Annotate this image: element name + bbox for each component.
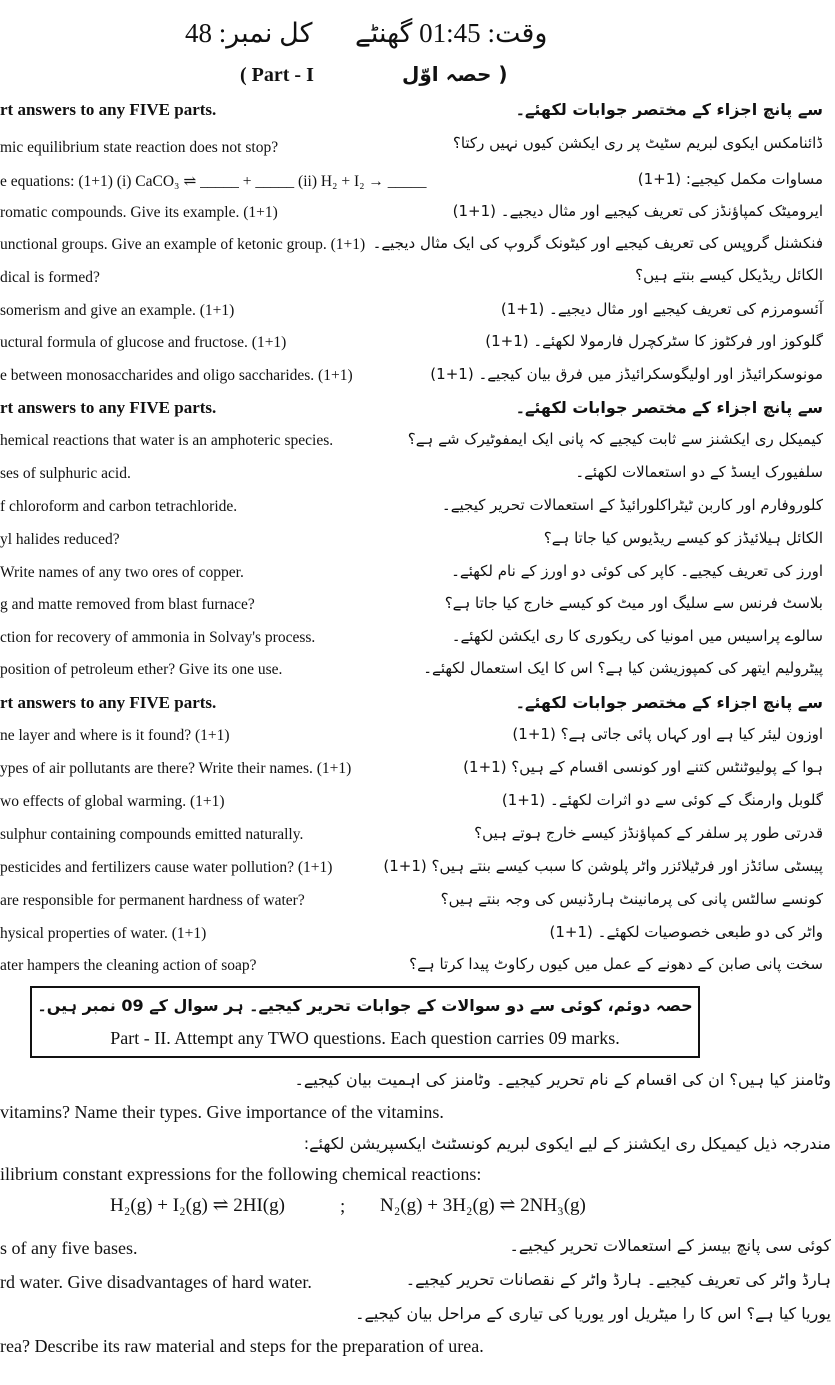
reaction-hydrogen-iodide: H₂(g) + I₂(g) ⇌ 2HI(g) [110, 1195, 285, 1216]
long-question-ur: وٹامنز کیا ہیں؟ ان کی اقسام کے نام تحریر کیجیے۔ وٹامنز کی اہمیت بیان کیجیے۔ [294, 1070, 831, 1089]
question-item-ur: گلوکوز اور فرکٹوز کا سٹرکچرل فارمولا لکھئے۔ (1+1) [485, 332, 823, 350]
section-heading-ur: سے پانچ اجزاء کے مختصر جوابات لکھئے۔ [515, 693, 823, 712]
question-item-ur: کیمیکل ری ایکشنز سے ثابت کیجیے کہ پانی ایک ایمفوٹیرک شے ہے؟ [407, 430, 823, 448]
question-item-ur: بلاسٹ فرنس سے سلیگ اور میٹ کو کیسے خارج کیا جاتا ہے؟ [444, 594, 823, 612]
question-item-en: wo effects of global warming. (1+1) [0, 793, 225, 810]
question-item-ur: آئسومرزم کی تعریف کیجیے اور مثال دیجیے۔ (1+1) [500, 300, 823, 318]
section-heading-ur: سے پانچ اجزاء کے مختصر جوابات لکھئے۔ [515, 398, 823, 417]
long-question-ur: ہارڈ واٹر کی تعریف کیجیے۔ ہارڈ واٹر کے نقصانات تحریر کیجیے۔ [405, 1270, 831, 1289]
question-item-en: yl halides reduced? [0, 531, 120, 548]
long-question-en: vitamins? Name their types. Give importance of the vitamins. [0, 1102, 444, 1122]
question-item-ur: گلوبل وارمنگ کے کوئی سے دو اثرات لکھئے۔ (1+1) [501, 791, 823, 809]
question-item-ur: مساوات مکمل کیجیے: (1+1) [637, 170, 823, 188]
long-question-en: s of any five bases. [0, 1238, 138, 1258]
question-item-en: romatic compounds. Give its example. (1+1) [0, 204, 278, 221]
question-item-ur: مونوسکرائیڈز اور اولیگوسکرائیڈز میں فرق بیان کیجیے۔ (1+1) [430, 365, 823, 383]
question-item-en: ction for recovery of ammonia in Solvay's process. [0, 629, 316, 646]
question-item-ur: پیٹرولیم ایتھر کی کمپوزیشن کیا ہے؟ اس کا ایک استعمال لکھئے۔ [423, 659, 823, 677]
time-allowed: وقت: 01:45 گھنٹے [355, 18, 548, 48]
question-item-en: ater hampers the cleaning action of soap? [0, 957, 257, 974]
section-heading-ur: سے پانچ اجزاء کے مختصر جوابات لکھئے۔ [515, 100, 823, 119]
question-item-ur: واٹر کی دو طبعی خصوصیات لکھئے۔ (1+1) [549, 923, 823, 941]
part-two-instructions-en: Part - II. Attempt any TWO questions. Each question carries 09 marks. [110, 1028, 620, 1048]
question-item-ur: الکائل ہیلائیڈز کو کیسے ریڈیوس کیا جاتا ہے؟ [543, 529, 823, 547]
question-item-en: somerism and give an example. (1+1) [0, 302, 235, 319]
question-item-en: ypes of air pollutants are there? Write their names. (1+1) [0, 760, 352, 777]
long-question-ur: مندرجہ ذیل کیمیکل ری ایکشنز کے لیے ایکوی لبریم کونسٹنٹ ایکسپریشن لکھئے: [303, 1134, 831, 1153]
question-item-ur: کونسے سالٹس پانی کی پرمانینٹ ہارڈنیس کی وجہ بنتے ہیں؟ [440, 890, 823, 908]
question-item-ur: ڈائنامکس ایکوی لبریم سٹیٹ پر ری ایکشن کیوں نہیں رکتا؟ [452, 134, 823, 152]
question-item-ur: فنکشنل گروپس کی تعریف کیجیے اور کیٹونک گروپ کی ایک مثال دیجیے۔ [372, 234, 823, 252]
question-item-en: sulphur containing compounds emitted naturally. [0, 826, 304, 843]
part-one-urdu-label: حصہ اوّل ) [402, 62, 508, 86]
reaction-ammonia: N₂(g) + 3H₂(g) ⇌ 2NH₃(g) [380, 1195, 586, 1216]
question-item-en: g and matte removed from blast furnace? [0, 596, 255, 613]
question-item-en: dical is formed? [0, 269, 100, 286]
question-item-en: pesticides and fertilizers cause water pollution? (1+1) [0, 859, 333, 876]
part-two-instructions-ur: حصہ دوئم، کوئی سے دو سوالات کے جوابات تحریر کیجیے۔ ہر سوال کے 09 نمبر ہیں۔ [37, 996, 693, 1015]
question-item-ur: ہوا کے پولیوٹنٹس کتنے اور کونسی اقسام کے ہیں؟ (1+1) [463, 758, 823, 776]
question-item-ur: اورز کی تعریف کیجیے۔ کاپر کی کوئی دو اورز کے نام لکھئے۔ [451, 562, 823, 580]
question-item-en: e equations: (1+1) (i) CaCO₃ ⇌ _____ + _____ (ii) H₂ + I₂ → _____ [0, 173, 427, 190]
question-item-en: mic equilibrium state reaction does not stop? [0, 139, 279, 156]
long-question-en: ilibrium constant expressions for the following chemical reactions: [0, 1164, 482, 1184]
question-item-en: uctural formula of glucose and fructose. (1+1) [0, 334, 287, 351]
question-item-en: e between monosaccharides and oligo saccharides. (1+1) [0, 367, 353, 384]
reaction-separator: ; [340, 1196, 346, 1217]
question-item-ur: الکائل ریڈیکل کیسے بنتے ہیں؟ [635, 266, 823, 284]
long-question-ur: کوئی سی پانچ بیسز کے استعمالات تحریر کیجیے۔ [509, 1236, 831, 1255]
total-marks: کل نمبر: 48 [185, 18, 313, 48]
question-item-en: unctional groups. Give an example of ketonic group. (1+1) [0, 236, 366, 253]
question-item-en: position of petroleum ether? Give its one use. [0, 661, 283, 678]
long-question-en: rd water. Give disadvantages of hard water. [0, 1272, 312, 1292]
question-item-en: f chloroform and carbon tetrachloride. [0, 498, 238, 515]
question-item-en: ses of sulphuric acid. [0, 465, 131, 482]
question-item-en: are responsible for permanent hardness of water? [0, 892, 305, 909]
question-item-en: hemical reactions that water is an amphoteric species. [0, 432, 334, 449]
question-item-ur: پیسٹی سائڈز اور فرٹیلائزر واٹر پلوشن کا سبب کیسے بنتے ہیں؟ (1+1) [383, 857, 823, 875]
question-item-ur: سالوے پراسیس میں امونیا کی ریکوری کا ری ایکشن لکھئے۔ [451, 627, 823, 645]
section-heading-en: rt answers to any FIVE parts. [0, 693, 217, 712]
part-two-instructions-box [30, 986, 700, 1058]
part-one-label: ( Part - I [240, 64, 314, 86]
long-question-ur: یوریا کیا ہے؟ اس کا را میٹریل اور یوریا کی تیاری کے مراحل بیان کیجیے۔ [355, 1304, 831, 1323]
question-item-ur: قدرتی طور پر سلفر کے کمپاؤنڈز کیسے خارج ہوتے ہیں؟ [474, 824, 823, 842]
question-item-ur: کلوروفارم اور کاربن ٹیٹراکلورائیڈ کے استعمالات تحریر کیجیے۔ [441, 496, 823, 514]
question-item-ur: ایروميٹک کمپاؤنڈز کی تعریف کیجیے اور مثال دیجیے۔ (1+1) [452, 202, 823, 220]
question-item-ur: سخت پانی صابن کے دھونے کے عمل میں کیوں رکاوٹ پیدا کرتا ہے؟ [409, 955, 823, 973]
question-item-en: ne layer and where is it found? (1+1) [0, 727, 230, 744]
question-item-ur: سلفیورک ایسڈ کے دو استعمالات لکھئے۔ [575, 463, 823, 481]
section-heading-en: rt answers to any FIVE parts. [0, 100, 217, 119]
section-heading-en: rt answers to any FIVE parts. [0, 398, 217, 417]
question-item-en: Write names of any two ores of copper. [0, 564, 244, 581]
long-question-en: rea? Describe its raw material and steps for the preparation of urea. [0, 1336, 484, 1356]
question-item-ur: اوزون لیئر کیا ہے اور کہاں پائی جاتی ہے؟ (1+1) [512, 725, 823, 743]
question-item-en: hysical properties of water. (1+1) [0, 925, 207, 942]
